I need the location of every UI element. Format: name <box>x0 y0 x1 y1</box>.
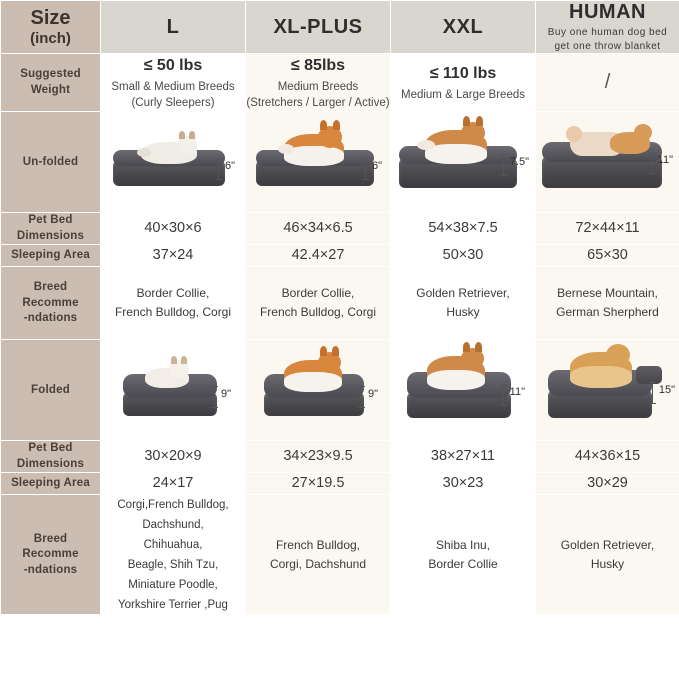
dog-head-icon <box>634 124 652 141</box>
header-col-xxl <box>391 1 536 54</box>
height-measure-unfolded-xlplus <box>372 160 382 172</box>
row-breeds-folded <box>1 495 679 615</box>
sleeping-area-value: 50×30 <box>442 247 484 264</box>
breeds-value: Border Collie, French Bulldog, Corgi <box>259 286 377 320</box>
dog-ear-icon <box>463 342 470 352</box>
weight-xlplus <box>246 54 391 112</box>
table-header-row <box>1 1 679 54</box>
breeds-value: Border Collie, French Bulldog, Corgi <box>114 286 232 320</box>
dimensions-value: 38×27×11 <box>430 448 496 465</box>
breeds-value: Golden Retriever, Husky <box>416 286 510 320</box>
breeds-unfolded-xxl <box>391 267 536 340</box>
dog-ear-icon <box>181 356 187 364</box>
breeds-value: Golden Retriever, Husky <box>560 537 655 571</box>
row-suggested-weight <box>1 54 679 112</box>
image-folded-human <box>536 340 679 441</box>
header-col-l-label: L <box>166 15 180 38</box>
sleeping-area-folded-l <box>101 473 246 495</box>
weight-human <box>536 54 679 112</box>
dog-ear-icon <box>475 342 482 352</box>
dog-ear-icon <box>179 131 185 139</box>
header-corner <box>1 1 101 54</box>
dimensions-folded-xlplus <box>246 441 391 473</box>
row-label-unfolded: Un-folded <box>1 112 101 213</box>
dimensions-unfolded-human <box>536 213 679 245</box>
sleeping-area-unfolded-l <box>101 245 246 267</box>
dog-body-icon <box>284 372 342 392</box>
row-label-dimensions-unfolded: Pet Bed Dimensions <box>1 213 101 245</box>
sleeping-area-folded-human <box>536 473 679 495</box>
dimensions-value: 44×36×15 <box>574 448 641 465</box>
sleeping-area-value: 42.4×27 <box>291 247 345 264</box>
header-col-human-label: HUMAN <box>569 1 646 23</box>
bed-illustration-unfolded-xxl <box>391 112 535 212</box>
weight-xlplus-note: Medium Breeds (Stretchers / Larger / Active) <box>246 81 390 110</box>
dog-icon <box>425 130 487 162</box>
row-folded <box>1 340 679 441</box>
sleeping-area-value: 27×19.5 <box>291 475 345 492</box>
dog-head-icon <box>606 344 630 366</box>
bed-illustration-unfolded-xlplus <box>246 112 390 212</box>
height-measure-folded-xxl <box>510 386 525 398</box>
height-measure-value: 6" <box>371 160 382 173</box>
dimensions-folded-l <box>101 441 246 473</box>
header-col-xlplus-label: XL-PLUS <box>273 15 363 38</box>
dimensions-value: 34×23×9.5 <box>283 448 353 465</box>
dog-tail-icon <box>137 148 151 157</box>
bed-illustration-folded-xxl <box>391 340 535 440</box>
dog-head-icon <box>177 136 197 154</box>
bed-illustration-folded-l <box>101 340 245 440</box>
breeds-folded-xxl <box>391 495 536 615</box>
bed-illustration-folded-xlplus <box>246 340 390 440</box>
dog-icon <box>610 132 650 154</box>
header-col-xlplus <box>246 1 391 54</box>
row-label-suggested-weight: Suggested Weight <box>1 54 101 112</box>
height-measure-value: 15" <box>658 384 675 397</box>
dog-body-icon <box>425 144 487 164</box>
row-dimensions-unfolded <box>1 213 679 245</box>
dimensions-unfolded-xxl <box>391 213 536 245</box>
sleeping-area-value: 30×23 <box>442 475 484 492</box>
height-measure-value: 7.5" <box>509 156 529 169</box>
header-col-xxl-label: XXL <box>442 15 484 38</box>
height-measure-value: 6" <box>224 160 235 173</box>
sleeping-area-value: 24×17 <box>152 475 194 492</box>
height-measure-value: 11" <box>657 154 673 167</box>
breeds-folded-human <box>536 495 679 615</box>
height-measure-value: 9" <box>367 388 378 401</box>
breeds-unfolded-human <box>536 267 679 340</box>
sleeping-area-value: 30×29 <box>587 475 628 492</box>
breeds-folded-l <box>101 495 246 615</box>
dimensions-value: 72×44×11 <box>575 220 640 237</box>
dog-ear-icon <box>333 120 340 130</box>
row-unfolded <box>1 112 679 213</box>
breeds-value: Bernese Mountain, German Sherpherd <box>556 286 659 320</box>
breeds-unfolded-l <box>101 267 246 340</box>
weight-l <box>101 54 246 112</box>
sleeping-area-unfolded-xlplus <box>246 245 391 267</box>
dog-body-icon <box>570 366 632 388</box>
height-measure-folded-xlplus <box>368 388 378 400</box>
sleeping-area-folded-xlplus <box>246 473 391 495</box>
row-sleeping-area-unfolded <box>1 245 679 267</box>
breeds-unfolded-xlplus <box>246 267 391 340</box>
breeds-value: French Bulldog, Corgi, Dachshund <box>269 537 367 571</box>
row-label-breeds-folded: Breed Recomme -ndations <box>1 495 101 615</box>
header-corner-title: Size <box>30 6 71 29</box>
dog-ear-icon <box>320 120 327 130</box>
dog-body-icon <box>427 370 485 390</box>
image-unfolded-human <box>536 112 679 213</box>
dog-icon <box>284 360 342 390</box>
breeds-value: Corgi,French Bulldog, Dachshund, Chihuahua, Beagle, Shih Tzu, Miniature Poodle, Yorkshire Terrier ,Pug <box>117 499 229 611</box>
header-corner-sub: (inch) <box>30 29 71 47</box>
weight-xxl-value: ≤ 110 lbs <box>429 65 497 83</box>
dimensions-unfolded-xlplus <box>246 213 391 245</box>
dog-icon <box>284 134 344 164</box>
row-label-breeds-unfolded: Breed Recomme -ndations <box>1 267 101 340</box>
dimensions-value: 30×20×9 <box>144 448 202 465</box>
header-col-l <box>101 1 246 54</box>
height-measure-unfolded-human <box>658 154 673 166</box>
dog-ear-icon <box>476 116 483 126</box>
row-label-dimensions-folded: Pet Bed Dimensions <box>1 441 101 473</box>
dog-icon <box>427 356 485 388</box>
dimensions-value: 54×38×7.5 <box>428 220 498 237</box>
image-folded-xxl <box>391 340 536 441</box>
bed-illustration-unfolded-l <box>101 112 245 212</box>
weight-l-note: Small & Medium Breeds (Curly Sleepers) <box>111 81 235 110</box>
breeds-value: Shiba Inu, Border Collie <box>428 537 498 571</box>
dog-ear-icon <box>320 346 327 356</box>
weight-l-value: ≤ 50 lbs <box>143 57 203 74</box>
row-dimensions-folded <box>1 441 679 473</box>
height-measure-folded-human <box>659 384 675 396</box>
image-folded-l <box>101 340 246 441</box>
dimensions-folded-xxl <box>391 441 536 473</box>
image-unfolded-xxl <box>391 112 536 213</box>
weight-xlplus-value: ≤ 85lbs <box>290 57 346 74</box>
row-sleeping-area-folded <box>1 473 679 495</box>
height-measure-value: 9" <box>220 388 231 401</box>
dimensions-value: 40×30×6 <box>144 220 202 237</box>
dimensions-unfolded-l <box>101 213 246 245</box>
weight-human-value: / <box>604 71 611 94</box>
dog-ear-icon <box>189 131 195 139</box>
dog-icon <box>141 142 197 164</box>
sleeping-area-unfolded-human <box>536 245 679 267</box>
height-measure-unfolded-l <box>225 160 235 172</box>
image-unfolded-l <box>101 112 246 213</box>
header-col-human-note: Buy one human dog bed get one throw blanket <box>547 27 668 52</box>
sleeping-area-folded-xxl <box>391 473 536 495</box>
height-measure-value: 11" <box>509 386 525 399</box>
breeds-folded-xlplus <box>246 495 391 615</box>
row-label-folded: Folded <box>1 340 101 441</box>
image-unfolded-xlplus <box>246 112 391 213</box>
dog-ear-icon <box>332 346 339 356</box>
row-label-sleeping-area-folded: Sleeping Area <box>1 473 101 495</box>
row-label-sleeping-area-unfolded: Sleeping Area <box>1 245 101 267</box>
sleeping-area-unfolded-xxl <box>391 245 536 267</box>
weight-xxl-note: Medium & Large Breeds <box>400 89 525 102</box>
header-col-human <box>536 1 679 54</box>
dog-ear-icon <box>171 356 177 364</box>
dog-icon <box>570 352 632 386</box>
bed-illustration-folded-human <box>536 340 679 440</box>
row-breeds-unfolded <box>1 267 679 340</box>
sleeping-area-value: 65×30 <box>587 247 628 264</box>
dog-ear-icon <box>463 116 470 126</box>
height-measure-folded-l <box>221 388 231 400</box>
dog-icon <box>145 368 189 388</box>
sleeping-area-value: 37×24 <box>152 247 194 264</box>
dimensions-value: 46×34×6.5 <box>283 220 353 237</box>
bed-illustration-unfolded-human <box>536 112 679 212</box>
image-folded-xlplus <box>246 340 391 441</box>
dimensions-folded-human <box>536 441 679 473</box>
weight-xxl <box>391 54 536 112</box>
height-measure-unfolded-xxl <box>510 156 529 168</box>
